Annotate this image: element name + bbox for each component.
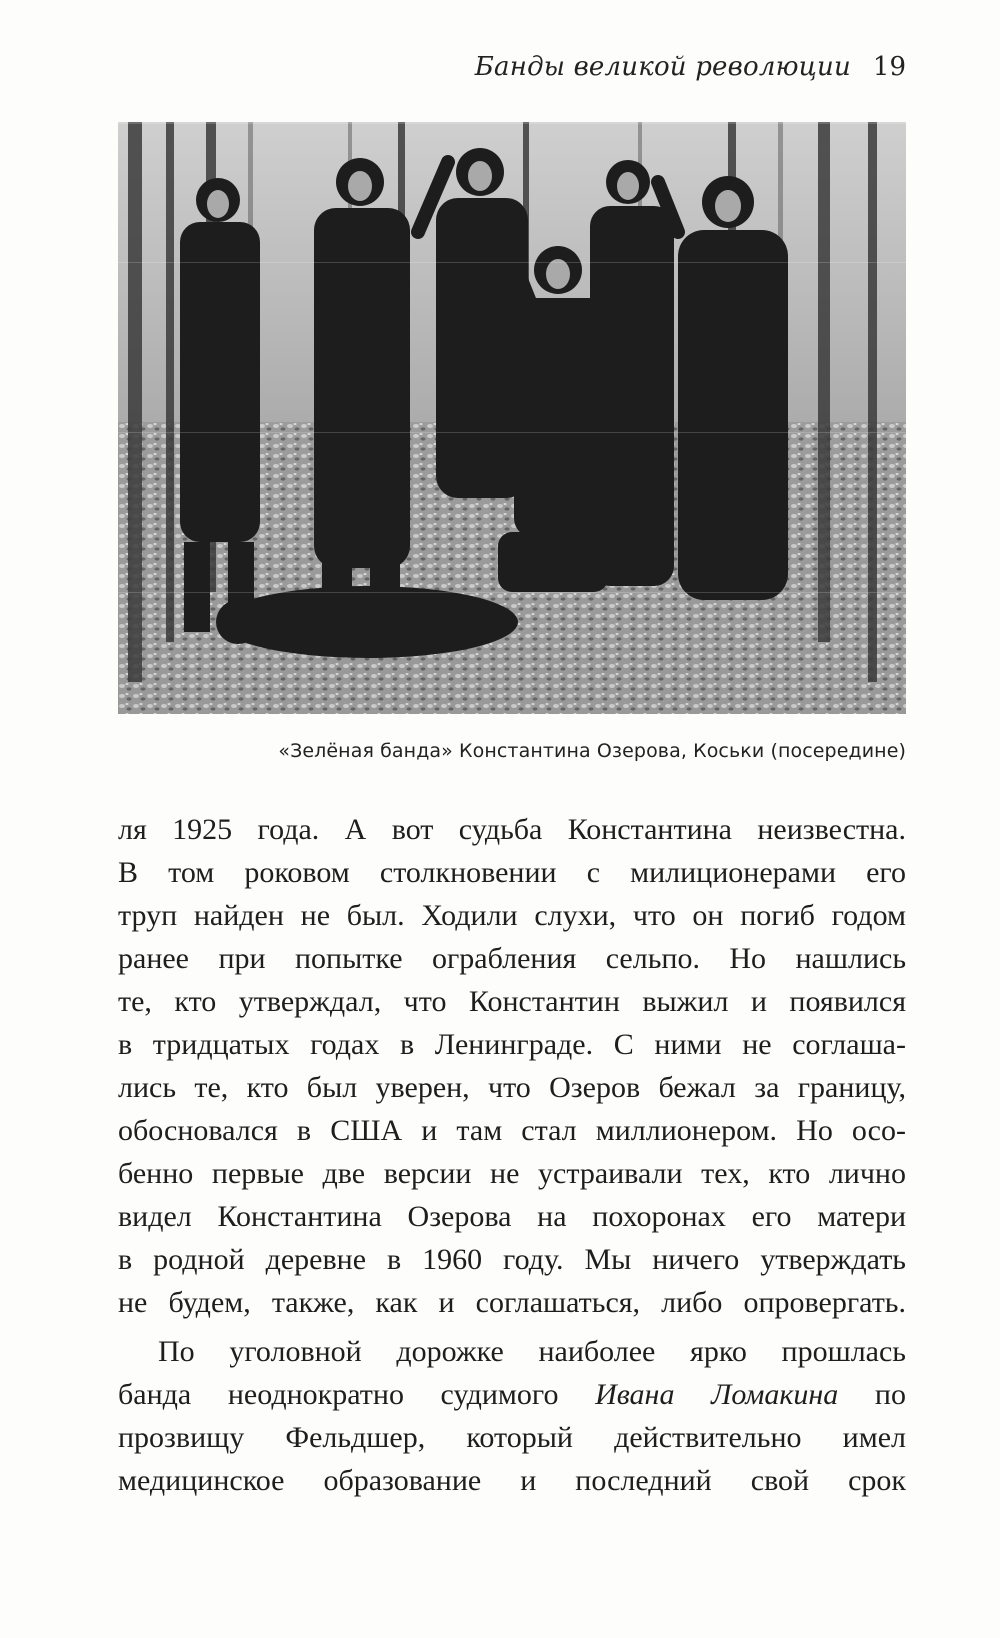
text-line: бенно первые две версии не устраивали тех, кто лично [118,1157,906,1190]
text-line: В том роковом столкновении с милиционерами его [118,856,906,889]
text-line: ля 1925 года. А вот судьба Константина неизвестна. [118,813,906,846]
text-line: не будем, также, как и соглашаться, либо опровергать. [118,1286,906,1319]
text-segment: банда неоднократно судимого [118,1378,596,1411]
text-line: прозвищу Фельдшер, который действительно имел [118,1421,906,1454]
photo-illustration [118,122,906,714]
text-line: в родной деревне в 1960 году. Мы ничего утверждать [118,1243,906,1276]
text-line: медицинское образование и последний свой срок [118,1464,906,1497]
page-number: 19 [872,52,906,82]
person-name: Ивана Ломакина [595,1378,839,1411]
text-line: те, кто утверждал, что Константин выжил и появился [118,985,906,1018]
text-line: ранее при попытке ограбления сельпо. Но нашлись [118,942,906,975]
archival-photograph [118,122,906,714]
running-header [120,52,906,92]
text-line: По уголовной дорожке наиболее ярко прошлась [158,1335,906,1368]
text-line: обосновался в США и там стал миллионером. Но осо- [118,1114,906,1147]
text-line: труп найден не был. Ходили слухи, что он погиб годом [118,899,906,932]
body-text [118,808,906,1502]
text-line: лись те, кто был уверен, что Озеров бежал за границу, [118,1071,906,1104]
running-title: Банды великой революции [474,52,851,82]
text-line-with-name [118,1373,906,1416]
text-line: в тридцатых годах в Ленинграде. С ними не соглаша- [118,1028,906,1061]
text-line: видел Константина Озерова на похоронах его матери [118,1200,906,1233]
photo-caption: «Зелёная банда» Константина Озерова, Коськи (посередине) [278,740,906,762]
text-segment: по [838,1378,906,1411]
